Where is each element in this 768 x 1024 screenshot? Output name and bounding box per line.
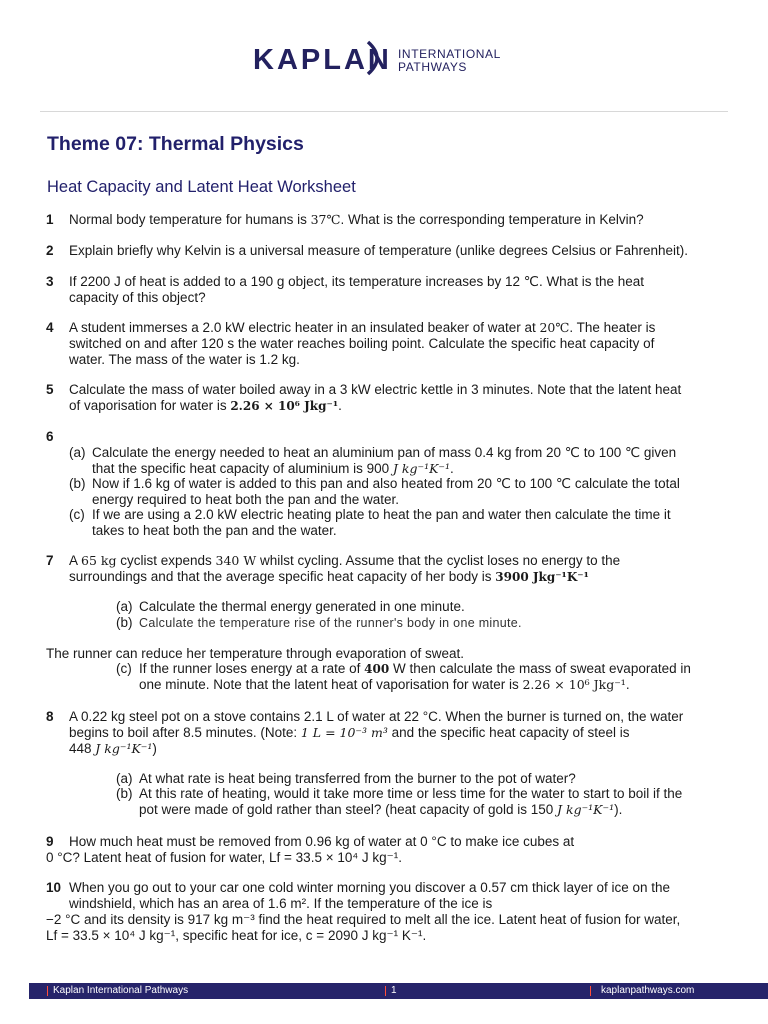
- question-7c: [116, 661, 726, 695]
- math-expression: 1 L = 10⁻³ m³: [300, 725, 388, 740]
- question-8-text: [69, 709, 719, 757]
- page-title: Theme 07: Thermal Physics: [47, 133, 304, 155]
- footer-separator: [47, 986, 48, 996]
- header-divider: [40, 111, 728, 112]
- text-run: and the specific heat capacity of steel is: [387, 725, 630, 740]
- question-number: 7: [46, 553, 54, 568]
- text-line: At this rate of heating, would it take more time or less time for the water to start to boil if the: [139, 786, 683, 801]
- question-number: 6: [46, 429, 54, 444]
- text-line: energy required to heat both the pan and the water.: [92, 492, 399, 507]
- math-expression: 20℃: [539, 320, 570, 335]
- item-text: [92, 445, 712, 477]
- text-run: cyclist expends: [116, 553, 216, 568]
- question-1-text: [69, 212, 719, 228]
- text-run: A student immerses a 2.0 kW electric heater in an insulated beaker of water at: [69, 320, 540, 335]
- math-expression: 3900 Jkg⁻¹K⁻¹: [495, 570, 589, 584]
- question-2-text: Explain briefly why Kelvin is a universal measure of temperature (unlike degrees Celsius or Fahrenheit).: [69, 243, 689, 258]
- text-line: water. The mass of the water is 1.2 kg.: [69, 352, 300, 367]
- footer-page-number: 1: [391, 985, 397, 996]
- question-9-line1: How much heat must be removed from 0.96 kg of water at 0 °C to make ice cubes at: [69, 834, 575, 849]
- math-expression: J kg⁻¹K⁻¹: [95, 741, 153, 756]
- question-number: 10: [46, 880, 62, 895]
- math-expression: 65 kg: [81, 553, 117, 568]
- text-line: A 0.22 kg steel pot on a stove contains 2.1 L of water at 22 °C. When the burner is turned on, the water: [69, 709, 684, 724]
- question-6a: [69, 445, 729, 479]
- question-10-continued: [46, 912, 746, 944]
- text-line: switched on and after 120 s the water reaches boiling point. Calculate the specific heat capacity of: [69, 336, 655, 351]
- item-label: (c): [116, 661, 132, 676]
- question-4-text: [69, 320, 719, 368]
- text-line: [69, 741, 719, 757]
- text-line: If we are using a 2.0 kW electric heating plate to heat the pan and water then calculate the time it: [92, 507, 671, 522]
- logo-subtitle-line2: PATHWAYS: [398, 60, 468, 74]
- text-line: [139, 677, 729, 693]
- math-expression: 2.26 × 10⁶ Jkg⁻¹: [522, 677, 626, 692]
- text-line: [139, 802, 729, 818]
- question-number: 5: [46, 382, 54, 397]
- text-run: Normal body temperature for humans is: [69, 212, 311, 227]
- item-text: Calculate the thermal energy generated in one minute.: [139, 599, 465, 614]
- item-label: (b): [116, 615, 133, 630]
- item-label: (b): [116, 786, 133, 801]
- text-line: [69, 398, 719, 414]
- question-8b: [116, 786, 726, 820]
- text-run: ).: [614, 802, 623, 817]
- text-line: [92, 461, 712, 477]
- question-number: 4: [46, 320, 54, 335]
- text-run: If the runner loses energy at a rate of: [139, 661, 365, 676]
- question-7-text: [69, 553, 719, 585]
- text-line: windshield, which has an area of 1.6 m². If the temperature of the ice is: [69, 896, 493, 911]
- text-run: . The heater is: [569, 320, 656, 335]
- question-number: 1: [46, 212, 54, 227]
- text-line: takes to heat both the pan and the water.: [92, 523, 337, 538]
- math-expression: J kg⁻¹K⁻¹: [557, 802, 615, 817]
- item-label: (a): [116, 599, 133, 614]
- text-line: Lf = 33.5 × 10⁴ J kg⁻¹, specific heat for ice, c = 2090 J kg⁻¹ K⁻¹.: [46, 928, 427, 943]
- text-run: pot were made of gold rather than steel? (heat capacity of gold is 150: [139, 802, 558, 817]
- question-6c: [69, 507, 729, 541]
- text-line: If 2200 J of heat is added to a 190 g object, its temperature increases by 12 ℃. What is the heat: [69, 274, 644, 289]
- logo-subtitle-line1: INTERNATIONAL: [398, 47, 501, 61]
- text-run: surroundings and that the average specific heat capacity of her body is: [69, 569, 496, 584]
- item-text: [139, 786, 729, 818]
- item-text: [92, 476, 712, 508]
- logo-subtitle: [398, 48, 501, 74]
- text-run: .: [450, 461, 454, 476]
- text-run: .: [625, 677, 630, 692]
- math-expression: J kg⁻¹K⁻¹: [392, 461, 451, 476]
- text-run: .: [338, 398, 342, 413]
- text-run: 448: [69, 741, 96, 756]
- item-label: (a): [69, 445, 86, 460]
- text-run: ): [152, 741, 157, 756]
- text-run: A: [69, 553, 82, 568]
- footer-org: Kaplan International Pathways: [53, 985, 189, 996]
- logo-arc-icon: [360, 38, 390, 78]
- question-10-text: [69, 880, 729, 912]
- page-footer: [29, 983, 768, 999]
- text-line: [69, 553, 719, 569]
- item-text: [92, 507, 712, 539]
- question-6b: [69, 476, 729, 510]
- text-run: that the specific heat capacity of aluminium is 900: [92, 461, 393, 476]
- math-expression: 37℃: [310, 212, 341, 227]
- question-number: 3: [46, 274, 54, 289]
- item-label: (b): [69, 476, 86, 491]
- question-5-text: [69, 382, 719, 414]
- question-number: 8: [46, 709, 54, 724]
- text-line: capacity of this object?: [69, 290, 206, 305]
- text-line: Now if 1.6 kg of water is added to this pan and also heated from 20 ℃ to 100 ℃ calculate the total: [92, 476, 680, 491]
- question-7-intro: The runner can reduce her temperature through evaporation of sweat.: [46, 646, 464, 661]
- text-line: When you go out to your car one cold winter morning you discover a 0.57 cm thick layer of ice on the: [69, 880, 671, 895]
- text-run: W then calculate the mass of sweat evaporated in: [389, 661, 691, 676]
- text-run: whilst cycling. Assume that the cyclist loses no energy to the: [256, 553, 621, 568]
- footer-website[interactable]: kaplanpathways.com: [601, 985, 695, 996]
- footer-separator: [385, 986, 386, 996]
- question-9-line2: 0 °C? Latent heat of fusion for water, Lf = 33.5 × 10⁴ J kg⁻¹.: [46, 850, 403, 865]
- item-text: At what rate is heat being transferred from the burner to the pot of water?: [139, 771, 576, 786]
- text-line: [69, 569, 719, 585]
- item-text: Calculate the temperature rise of the runner's body in one minute.: [139, 616, 522, 630]
- question-7b: [116, 615, 716, 632]
- text-line: −2 °C and its density is 917 kg m⁻³ find the heat required to melt all the ice. Latent heat of fusion for water,: [46, 912, 681, 927]
- math-expression: 400: [364, 662, 390, 676]
- question-number: 2: [46, 243, 54, 258]
- text-line: [139, 661, 729, 677]
- text-line: [69, 725, 719, 741]
- text-line: Calculate the energy needed to heat an aluminium pan of mass 0.4 kg from 20 ℃ to 100 ℃ given: [92, 445, 677, 460]
- item-label: (a): [116, 771, 133, 786]
- worksheet-subtitle: Heat Capacity and Latent Heat Worksheet: [47, 178, 356, 196]
- text-run: one minute. Note that the latent heat of vaporisation for water is: [139, 677, 523, 692]
- text-line: Calculate the mass of water boiled away in a 3 kW electric kettle in 3 minutes. Note that the latent heat: [69, 382, 682, 397]
- text-run: . What is the corresponding temperature in Kelvin?: [340, 212, 644, 227]
- question-7a: [116, 599, 716, 616]
- math-expression: 2.26 × 10⁶ Jkg⁻¹: [230, 399, 339, 413]
- footer-separator: [590, 986, 591, 996]
- item-label: (c): [69, 507, 85, 522]
- math-expression: 340 W: [215, 553, 257, 568]
- kaplan-logo-word: KAPLAN: [253, 44, 392, 76]
- question-3-text: [69, 274, 719, 306]
- question-number: 9: [46, 834, 54, 849]
- text-run: begins to boil after 8.5 minutes. (Note:: [69, 725, 301, 740]
- text-run: of vaporisation for water is: [69, 398, 231, 413]
- text-line: [69, 320, 719, 336]
- item-text: [139, 661, 729, 693]
